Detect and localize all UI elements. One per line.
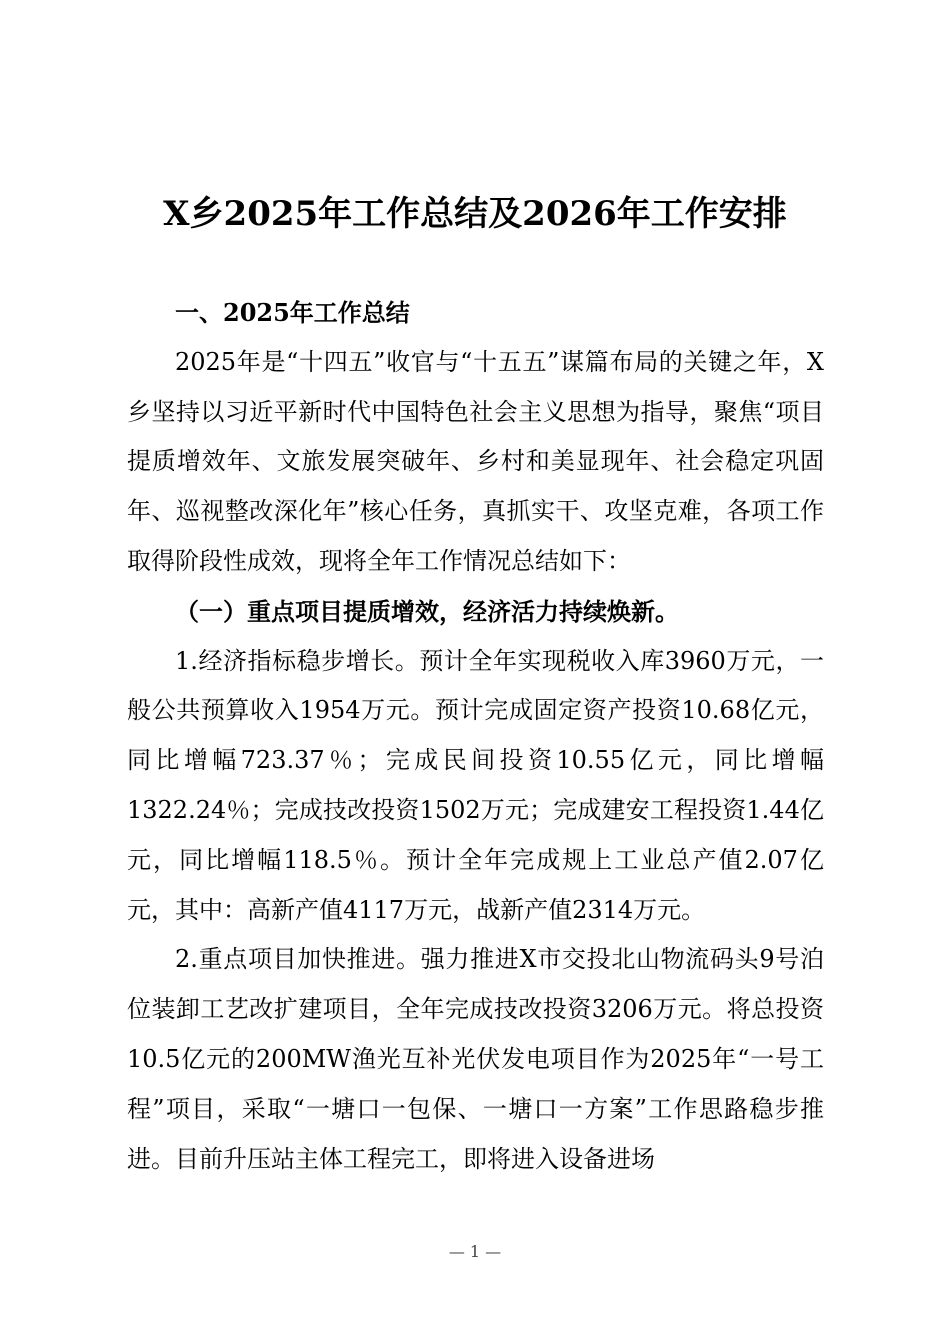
paragraph-key-projects: 2.重点项目加快推进。强力推进X市交投北山物流码头9号泊位装卸工艺改扩建项目，全年完成技改投资3206万元。将总投资10.5亿元的200MW渔光互补光伏发电项目作为2025年“一号工程”项目，采取“一塘口一包保、一塘口一方案”工作思路稳步推进。目前升压站主体工程完工，即将进入设备进场 xyxy=(127,945,824,1173)
intro-paragraph: 2025年是“十四五”收官与“十五五”谋篇布局的关键之年，X乡坚持以习近平新时代中国特色社会主义思想为指导，聚焦“项目提质增效年、文旅发展突破年、乡村和美显现年、社会稳定巩固年、巡视整改深化年”核心任务，真抓实干、攻坚克难，各项工作取得阶段性成效，现将全年工作情况总结如下： xyxy=(127,347,824,575)
page-number: — 1 — xyxy=(448,1242,502,1261)
document-body xyxy=(127,288,824,1184)
subsection-heading: （一）重点项目提质增效，经济活力持续焕新。 xyxy=(175,596,679,626)
section-heading: 一、2025年工作总结 xyxy=(175,298,410,327)
paragraph-economic-indicators: 1.经济指标稳步增长。预计全年实现税收入库3960万元，一般公共预算收入1954万元。预计完成固定资产投资10.68亿元，同比增幅723.37％；完成民间投资10.55亿元，同比增幅1322.24％；完成技改投资1502万元；完成建安工程投资1.44亿元，同比增幅118.5％。预计全年完成规上工业总产值2.07亿元，其中：高新产值4117万元，战新产值2314万元。 xyxy=(127,646,824,924)
document-title: X乡2025年工作总结及2026年工作安排 xyxy=(163,194,787,234)
